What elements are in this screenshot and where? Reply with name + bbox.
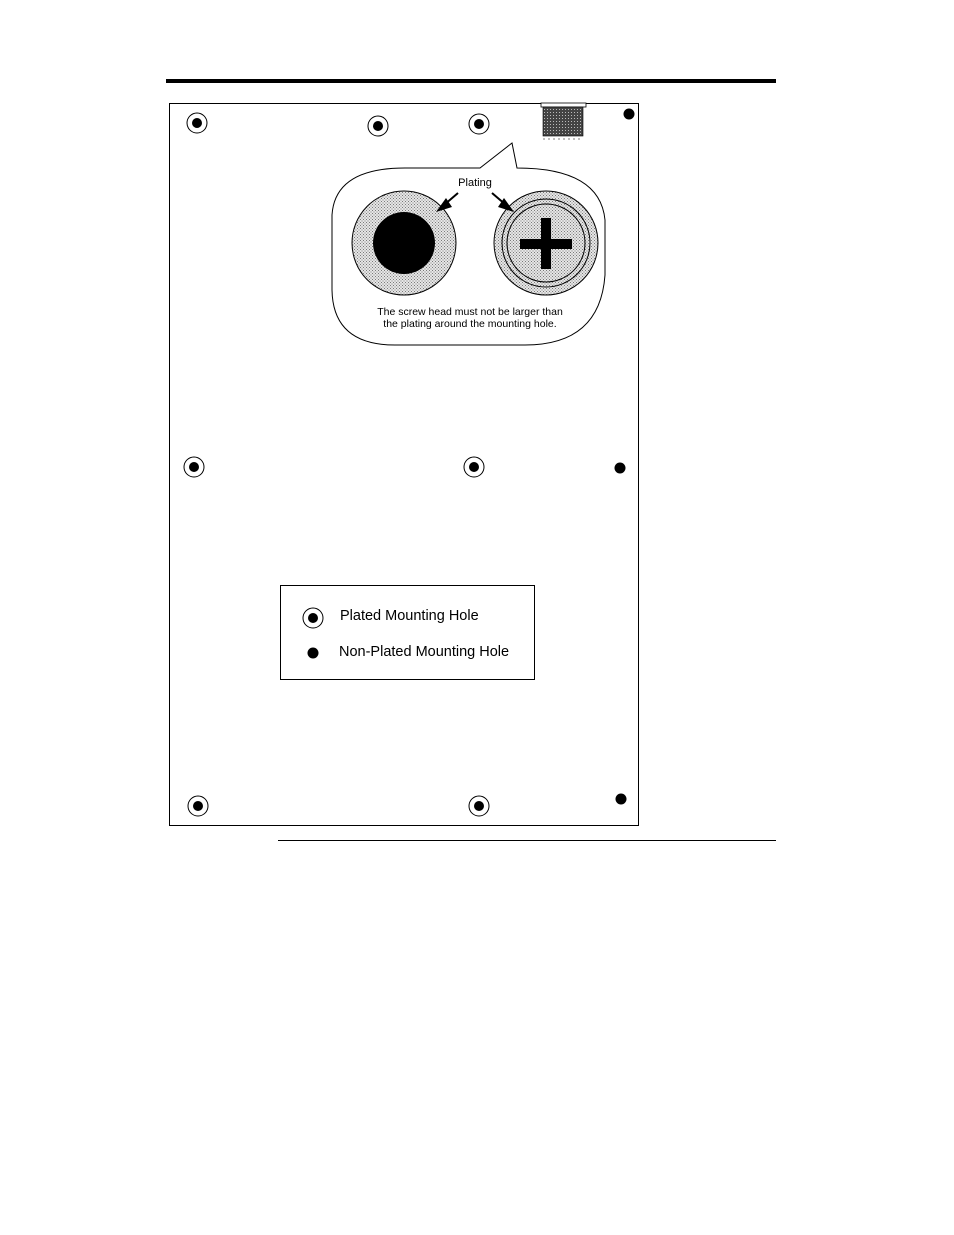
callout-caption <box>340 306 600 330</box>
top-rule <box>166 79 776 83</box>
plating-label: Plating <box>458 177 492 189</box>
plated-hole-icon <box>303 608 323 628</box>
plated-hole-icon <box>368 116 388 136</box>
legend-icons <box>281 586 534 679</box>
legend-box <box>280 585 535 680</box>
nonplated-hole-icon <box>616 794 627 805</box>
plated-hole-icon <box>469 114 489 134</box>
plated-hole-icon <box>187 113 207 133</box>
plated-hole-icon <box>469 796 489 816</box>
plated-hole-icon <box>464 457 484 477</box>
plated-hole-icon <box>188 796 208 816</box>
callout-caption-line2: the plating around the mounting hole. <box>383 318 557 330</box>
connector-icon <box>541 103 586 139</box>
nonplated-hole-icon <box>624 109 635 120</box>
callout-caption-line1: The screw head must not be larger than <box>377 306 563 318</box>
plated-hole-icon <box>184 457 204 477</box>
legend-plated-label: Plated Mounting Hole <box>340 608 479 624</box>
nonplated-hole-icon <box>308 648 319 659</box>
nonplated-hole-icon <box>615 463 626 474</box>
legend-nonplated-label: Non-Plated Mounting Hole <box>339 644 510 660</box>
